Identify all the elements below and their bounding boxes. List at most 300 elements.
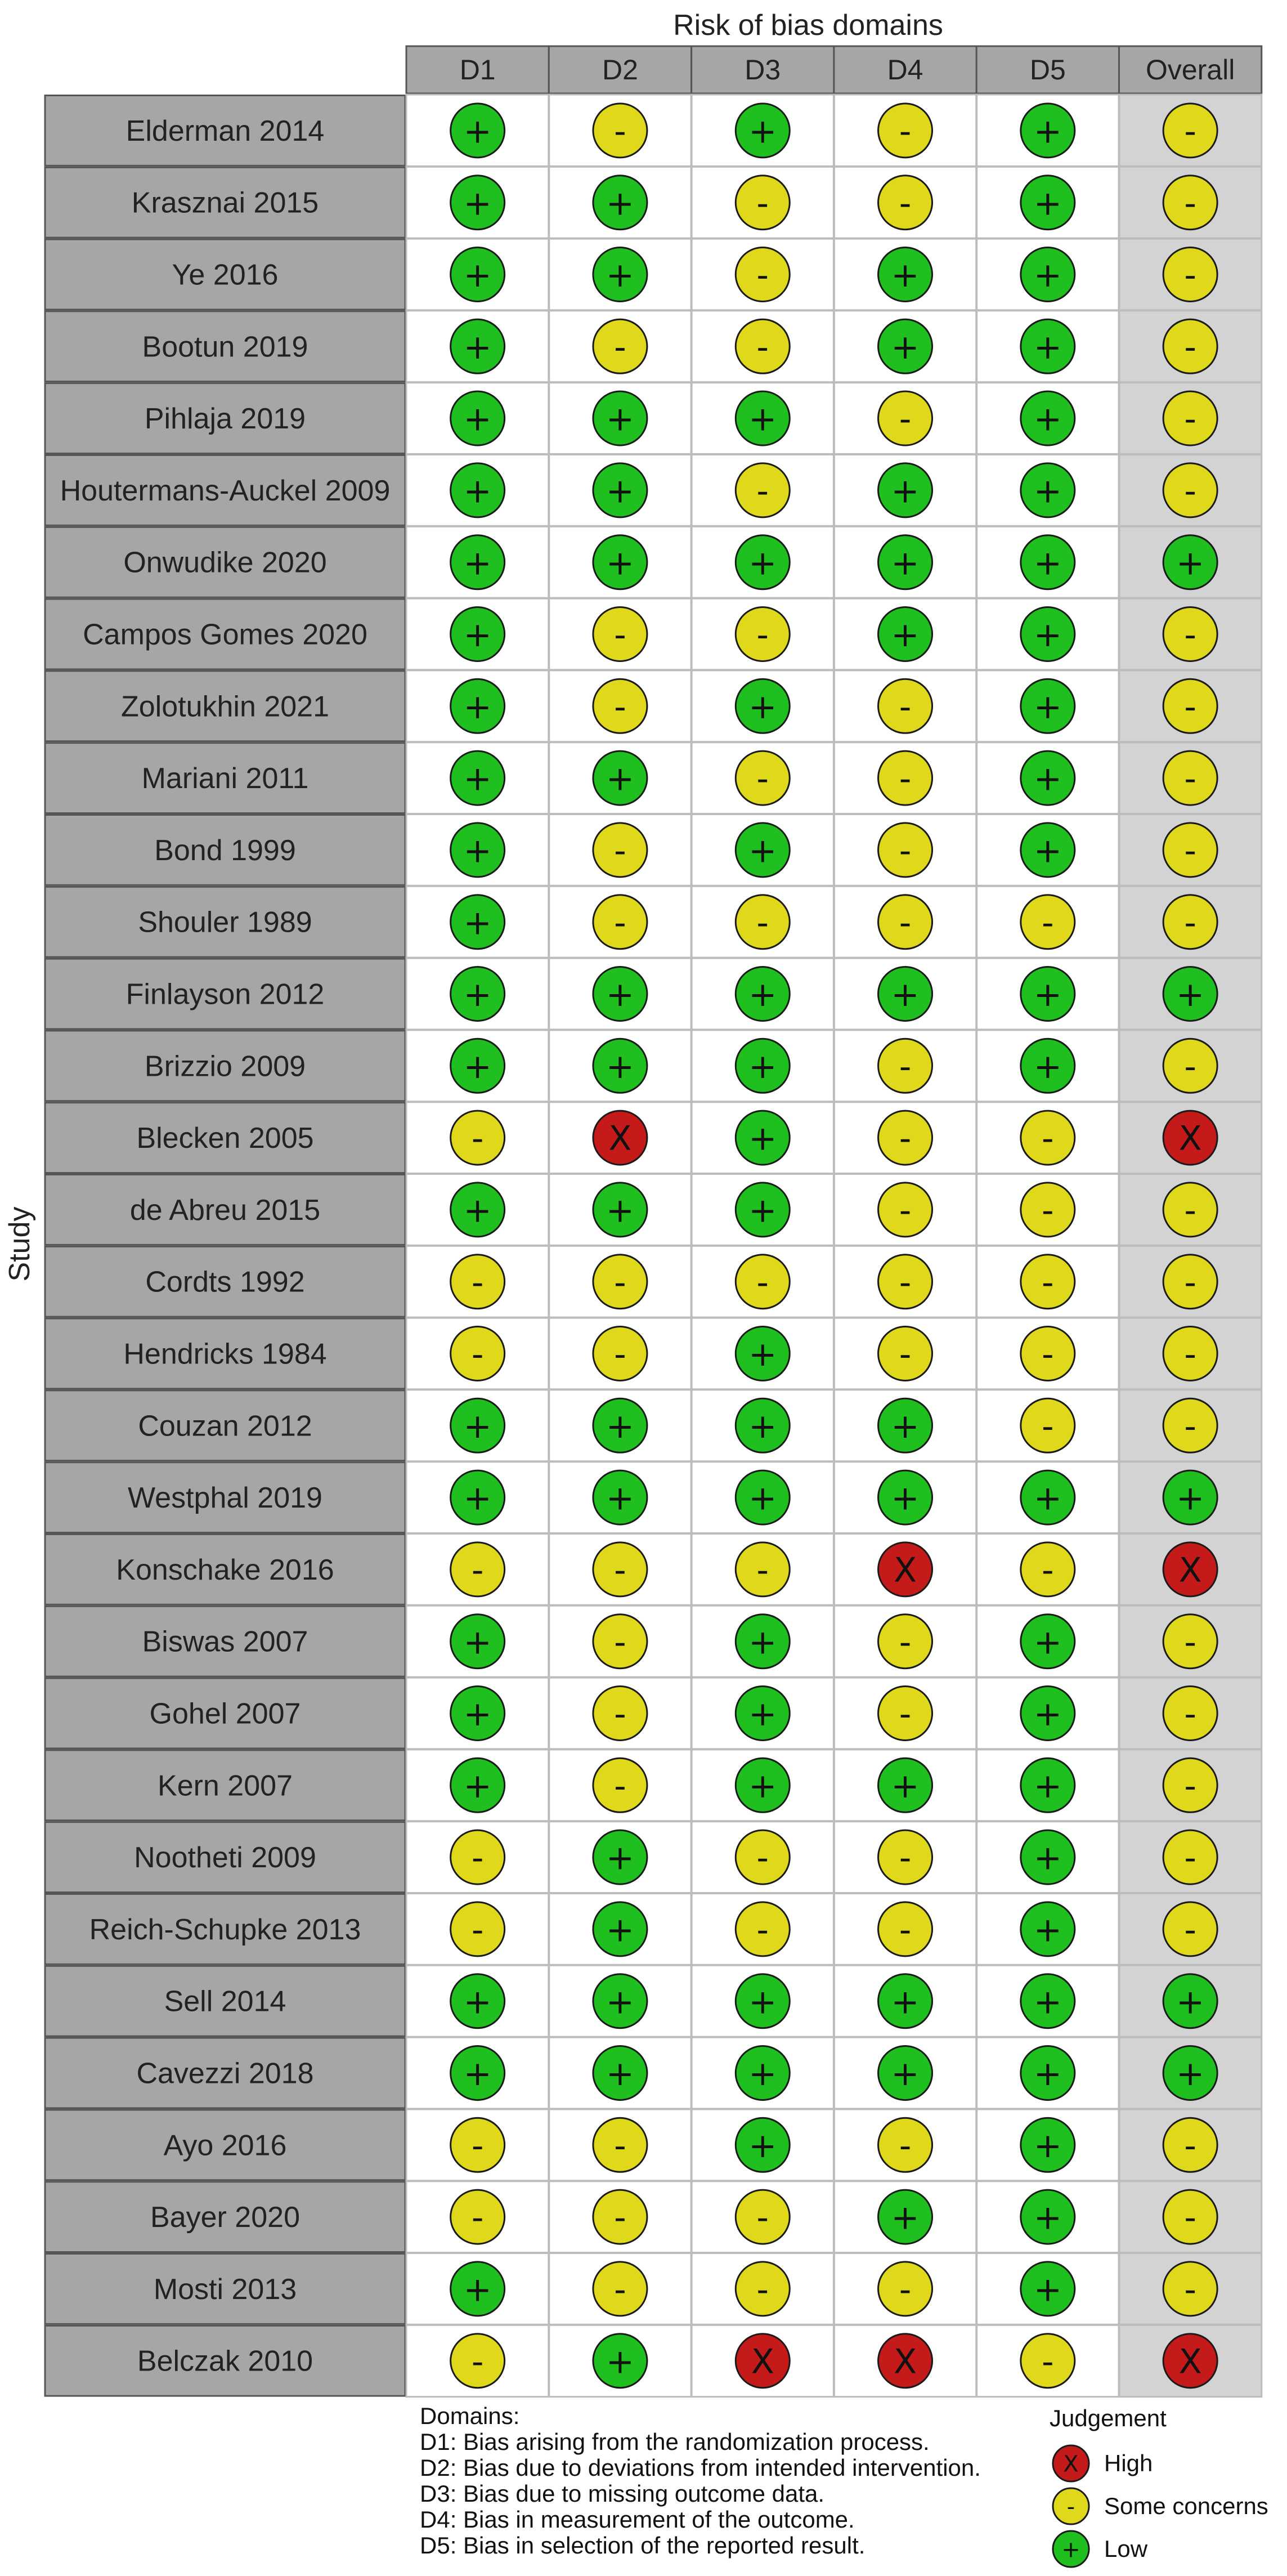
judgement-symbol: + xyxy=(748,543,777,583)
judgement-symbol: + xyxy=(606,759,635,799)
judgement-some-concerns xyxy=(451,2334,505,2388)
study-label: Kern 2007 xyxy=(158,1769,293,1803)
judgement-symbol: - xyxy=(756,903,769,943)
judgement-symbol: - xyxy=(756,471,769,511)
legend-title: Judgement xyxy=(1050,2405,1167,2431)
judgement-some-concerns xyxy=(1163,1830,1217,1884)
judgement-symbol: + xyxy=(463,975,492,1015)
judgement-symbol: + xyxy=(463,1622,492,1662)
judgement-some-concerns xyxy=(736,1542,790,1596)
study-label: Campos Gomes 2020 xyxy=(83,618,367,651)
judgement-low xyxy=(451,104,505,158)
study-label: Krasznai 2015 xyxy=(131,186,319,220)
judgement-some-concerns xyxy=(1163,248,1217,302)
judgement-symbol: - xyxy=(1184,1622,1196,1662)
study-label: Cordts 1992 xyxy=(145,1265,305,1299)
judgement-grid xyxy=(406,95,1262,2397)
judgement-low xyxy=(593,1974,647,2028)
study-label: Mariani 2011 xyxy=(141,762,309,795)
judgement-symbol: + xyxy=(463,615,492,655)
judgement-some-concerns xyxy=(1163,679,1217,733)
column-header-d3: D3 xyxy=(745,54,781,86)
judgement-some-concerns xyxy=(451,1255,505,1309)
judgement-low xyxy=(736,823,790,877)
judgement-low xyxy=(1021,104,1075,158)
judgement-some-concerns xyxy=(736,607,790,661)
judgement-low xyxy=(593,2046,647,2100)
judgement-symbol: - xyxy=(899,1191,912,1231)
column-header-d4: D4 xyxy=(887,54,923,86)
judgement-symbol: + xyxy=(891,256,920,296)
judgement-low xyxy=(1021,1039,1075,1093)
judgement-low xyxy=(593,391,647,445)
judgement-some-concerns xyxy=(878,1687,932,1741)
judgement-symbol: - xyxy=(1184,615,1196,655)
judgement-some-concerns xyxy=(593,2118,647,2172)
judgement-low xyxy=(593,1398,647,1452)
judgement-low xyxy=(451,1687,505,1741)
judgement-some-concerns xyxy=(878,751,932,805)
judgement-low xyxy=(451,1039,505,1093)
judgement-symbol: - xyxy=(1184,1838,1196,1878)
judgement-some-concerns xyxy=(736,463,790,517)
judgement-symbol: - xyxy=(614,1694,626,1734)
judgement-symbol: X xyxy=(1063,2451,1079,2477)
judgement-symbol: + xyxy=(748,1982,777,2022)
judgement-low xyxy=(736,1470,790,1524)
judgement-symbol: - xyxy=(471,1838,484,1878)
judgement-symbol: - xyxy=(471,2198,484,2238)
judgement-low xyxy=(451,967,505,1021)
judgement-symbol: - xyxy=(1184,903,1196,943)
judgement-symbol: + xyxy=(1033,1694,1062,1734)
judgement-some-concerns xyxy=(1021,895,1075,949)
judgement-symbol: + xyxy=(463,111,492,151)
judgement-low xyxy=(878,1470,932,1524)
judgement-low xyxy=(736,1758,790,1812)
study-label: Finlayson 2012 xyxy=(125,978,325,1011)
judgement-low xyxy=(451,895,505,949)
judgement-symbol: - xyxy=(1042,1550,1054,1590)
judgement-symbol: - xyxy=(899,399,912,439)
judgement-low xyxy=(1021,679,1075,733)
judgement-low xyxy=(451,391,505,445)
judgement-some-concerns xyxy=(736,2262,790,2316)
judgement-symbol: + xyxy=(463,1046,492,1086)
judgement-symbol: + xyxy=(1033,2270,1062,2310)
judgement-symbol: - xyxy=(1184,471,1196,511)
judgement-symbol: - xyxy=(1184,1406,1196,1446)
judgement-low xyxy=(1021,1902,1075,1956)
judgement-symbol: + xyxy=(606,1910,635,1950)
judgement-symbol: - xyxy=(1184,1263,1196,1303)
judgement-some-concerns xyxy=(451,1542,505,1596)
legend-symbol-high xyxy=(1053,2445,1089,2481)
judgement-symbol: + xyxy=(1033,327,1062,367)
judgement-symbol: + xyxy=(891,543,920,583)
judgement-symbol: + xyxy=(463,256,492,296)
judgement-some-concerns xyxy=(1021,1111,1075,1165)
judgement-some-concerns xyxy=(878,1255,932,1309)
domains-list xyxy=(420,2429,981,2559)
judgement-symbol: - xyxy=(614,615,626,655)
judgement-some-concerns xyxy=(1163,607,1217,661)
judgement-symbol: - xyxy=(899,1263,912,1303)
judgement-low xyxy=(736,1687,790,1741)
judgement-symbol: X xyxy=(1178,2342,1202,2382)
judgement-symbol: + xyxy=(891,2054,920,2094)
judgement-low xyxy=(878,535,932,589)
judgement-symbol: - xyxy=(614,1550,626,1590)
study-label: de Abreu 2015 xyxy=(129,1193,321,1227)
judgement-some-concerns xyxy=(1163,1183,1217,1237)
judgement-low xyxy=(878,463,932,517)
judgement-symbol: + xyxy=(891,1766,920,1806)
judgement-some-concerns xyxy=(878,104,932,158)
study-label: Belczak 2010 xyxy=(137,2345,313,2378)
judgement-low xyxy=(878,319,932,373)
judgement-symbol: - xyxy=(1042,1119,1054,1159)
judgement-symbol: - xyxy=(471,1910,484,1950)
judgement-low xyxy=(878,1758,932,1812)
judgement-low xyxy=(451,176,505,230)
judgement-some-concerns xyxy=(1163,2262,1217,2316)
judgement-symbol: + xyxy=(463,543,492,583)
judgement-low xyxy=(1021,751,1075,805)
judgement-low xyxy=(1021,463,1075,517)
study-label: Hendricks 1984 xyxy=(123,1338,327,1371)
judgement-symbol: X xyxy=(893,1550,917,1590)
judgement-symbol: + xyxy=(463,759,492,799)
judgement-symbol: - xyxy=(1042,2342,1054,2382)
judgement-symbol: - xyxy=(756,184,769,223)
study-label: Brizzio 2009 xyxy=(144,1050,306,1083)
judgement-symbol: + xyxy=(1033,543,1062,583)
judgement-low xyxy=(736,1039,790,1093)
judgement-some-concerns xyxy=(1021,1542,1075,1596)
domain-description: D4: Bias in measurement of the outcome. xyxy=(420,2506,855,2533)
judgement-some-concerns xyxy=(1021,1327,1075,1381)
judgement-symbol: - xyxy=(614,2198,626,2238)
judgement-symbol: + xyxy=(1033,1838,1062,1878)
judgement-symbol: + xyxy=(748,111,777,151)
judgement-symbol: X xyxy=(608,1119,632,1159)
domains-title: Domains: xyxy=(420,2403,520,2429)
judgement-symbol: - xyxy=(1066,2494,1075,2520)
judgement-symbol: + xyxy=(1033,399,1062,439)
judgement-low xyxy=(1021,391,1075,445)
chart-title: Risk of bias domains xyxy=(673,9,943,42)
judgement-symbol: + xyxy=(748,1694,777,1734)
judgement-some-concerns xyxy=(736,1255,790,1309)
judgement-some-concerns xyxy=(1163,1398,1217,1452)
judgement-symbol: + xyxy=(891,327,920,367)
judgement-symbol: + xyxy=(891,471,920,511)
column-header-overall: Overall xyxy=(1145,54,1235,86)
judgement-low xyxy=(451,1615,505,1669)
y-axis-label: Study xyxy=(3,1206,36,1282)
judgement-some-concerns xyxy=(1163,1758,1217,1812)
judgement-symbol: - xyxy=(756,327,769,367)
judgement-some-concerns xyxy=(593,1327,647,1381)
judgement-some-concerns xyxy=(1163,463,1217,517)
judgement-some-concerns xyxy=(451,2118,505,2172)
judgement-symbol: + xyxy=(891,615,920,655)
judgement-some-concerns xyxy=(1021,1183,1075,1237)
judgement-symbol: + xyxy=(748,399,777,439)
judgement-symbol: + xyxy=(463,399,492,439)
judgement-low xyxy=(878,1398,932,1452)
judgement-symbol: + xyxy=(606,399,635,439)
judgement-symbol: + xyxy=(463,471,492,511)
judgement-low xyxy=(593,1183,647,1237)
study-label: Westphal 2019 xyxy=(128,1482,322,1515)
judgement-some-concerns xyxy=(1021,1255,1075,1309)
legend-items xyxy=(1053,2445,1268,2567)
judgement-some-concerns xyxy=(451,2190,505,2244)
judgement-symbol: - xyxy=(899,831,912,871)
judgement-low xyxy=(736,2118,790,2172)
judgement-symbol: - xyxy=(471,1263,484,1303)
judgement-low xyxy=(593,1902,647,1956)
judgement-symbol: - xyxy=(614,1766,626,1806)
judgement-symbol: + xyxy=(606,2342,635,2382)
judgement-some-concerns xyxy=(1163,1902,1217,1956)
judgement-low xyxy=(736,391,790,445)
judgement-symbol: + xyxy=(606,184,635,223)
judgement-symbol: + xyxy=(891,975,920,1015)
judgement-low xyxy=(1021,2118,1075,2172)
judgement-low xyxy=(1021,1470,1075,1524)
judgement-low xyxy=(736,1183,790,1237)
judgement-symbol: + xyxy=(1033,831,1062,871)
judgement-symbol: + xyxy=(463,1982,492,2022)
judgement-symbol: - xyxy=(1184,759,1196,799)
judgement-low xyxy=(736,2046,790,2100)
judgement-symbol: + xyxy=(606,471,635,511)
judgement-some-concerns xyxy=(1163,1615,1217,1669)
study-label: Pihlaja 2019 xyxy=(144,402,306,436)
judgement-symbol: - xyxy=(1184,1766,1196,1806)
judgement-symbol: - xyxy=(756,1263,769,1303)
judgement-symbol: - xyxy=(756,1838,769,1878)
judgement-symbol: + xyxy=(463,1406,492,1446)
judgement-symbol: + xyxy=(1033,1910,1062,1950)
judgement-low xyxy=(451,607,505,661)
judgement-some-concerns xyxy=(593,2262,647,2316)
judgement-low xyxy=(451,679,505,733)
judgement-symbol: - xyxy=(756,615,769,655)
judgement-low xyxy=(451,2046,505,2100)
judgement-some-concerns xyxy=(593,1615,647,1669)
judgement-symbol: + xyxy=(1033,1046,1062,1086)
judgement-symbol: X xyxy=(1178,1550,1202,1590)
judgement-symbol: X xyxy=(893,2342,917,2382)
judgement-symbol: + xyxy=(1033,2126,1062,2166)
judgement-some-concerns xyxy=(593,895,647,949)
judgement-symbol: - xyxy=(899,1910,912,1950)
judgement-symbol: + xyxy=(891,2198,920,2238)
judgement-low xyxy=(593,463,647,517)
study-label: Bootun 2019 xyxy=(142,330,308,364)
judgement-some-concerns xyxy=(1163,1255,1217,1309)
study-label: Bond 1999 xyxy=(154,834,296,867)
judgement-some-concerns xyxy=(736,248,790,302)
judgement-low xyxy=(1021,2262,1075,2316)
judgement-low xyxy=(1021,607,1075,661)
study-label: Bayer 2020 xyxy=(150,2201,300,2234)
judgement-symbol: - xyxy=(614,1622,626,1662)
judgement-low xyxy=(451,1398,505,1452)
column-header-d5: D5 xyxy=(1029,54,1066,86)
judgement-some-concerns xyxy=(878,1111,932,1165)
judgement-low xyxy=(451,1183,505,1237)
judgement-low xyxy=(1163,1974,1217,2028)
column-header-d1: D1 xyxy=(459,54,496,86)
judgement-symbol: - xyxy=(1042,1406,1054,1446)
judgement-some-concerns xyxy=(451,1327,505,1381)
judgement-some-concerns xyxy=(878,1902,932,1956)
judgement-low xyxy=(878,248,932,302)
study-label: Ye 2016 xyxy=(172,258,279,292)
judgement-high xyxy=(1163,2334,1217,2388)
judgement-low xyxy=(593,751,647,805)
judgement-symbol: + xyxy=(463,831,492,871)
judgement-low xyxy=(593,1830,647,1884)
judgement-symbol: + xyxy=(748,1478,777,1518)
legend-symbol-some-concerns xyxy=(1053,2488,1089,2524)
judgement-symbol: + xyxy=(463,1191,492,1231)
judgement-symbol: + xyxy=(1033,975,1062,1015)
judgement-symbol: + xyxy=(748,1046,777,1086)
judgement-symbol: - xyxy=(899,1622,912,1662)
judgement-symbol: + xyxy=(606,256,635,296)
judgement-symbol: - xyxy=(1184,687,1196,727)
judgement-symbol: - xyxy=(1184,831,1196,871)
study-label: Reich-Schupke 2013 xyxy=(89,1913,361,1946)
judgement-some-concerns xyxy=(878,2262,932,2316)
judgement-symbol: - xyxy=(899,1335,912,1375)
judgement-symbol: + xyxy=(891,1982,920,2022)
judgement-symbol: + xyxy=(463,1694,492,1734)
judgement-some-concerns xyxy=(593,1255,647,1309)
judgement-symbol: + xyxy=(463,2054,492,2094)
judgement-symbol: - xyxy=(756,2198,769,2238)
judgement-symbol: + xyxy=(606,1982,635,2022)
judgement-symbol: + xyxy=(1033,471,1062,511)
study-label: Biswas 2007 xyxy=(142,1625,308,1658)
judgement-low xyxy=(1163,967,1217,1021)
judgement-symbol: + xyxy=(1033,2198,1062,2238)
judgement-symbol: - xyxy=(471,1119,484,1159)
study-label: Couzan 2012 xyxy=(138,1410,312,1443)
judgement-symbol: - xyxy=(899,1119,912,1159)
judgement-symbol: X xyxy=(751,2342,774,2382)
judgement-low xyxy=(878,2046,932,2100)
judgement-low xyxy=(736,1398,790,1452)
judgement-symbol: + xyxy=(606,543,635,583)
judgement-symbol: + xyxy=(463,184,492,223)
study-label: Nootheti 2009 xyxy=(134,1841,316,1875)
judgement-low xyxy=(451,1758,505,1812)
judgement-symbol: - xyxy=(899,2270,912,2310)
judgement-low xyxy=(1163,1470,1217,1524)
judgement-some-concerns xyxy=(1163,104,1217,158)
judgement-symbol: + xyxy=(1033,615,1062,655)
judgement-symbol: - xyxy=(899,1838,912,1878)
judgement-low xyxy=(593,535,647,589)
judgement-symbol: + xyxy=(748,2126,777,2166)
judgement-symbol: + xyxy=(891,1478,920,1518)
judgement-symbol: - xyxy=(1184,2126,1196,2166)
judgement-low xyxy=(1021,967,1075,1021)
study-label: Elderman 2014 xyxy=(125,114,325,147)
judgement-some-concerns xyxy=(1163,2118,1217,2172)
judgement-high xyxy=(1163,1542,1217,1596)
judgement-symbol: + xyxy=(1176,1982,1205,2022)
judgement-low xyxy=(451,751,505,805)
judgement-symbol: + xyxy=(1033,1622,1062,1662)
judgement-symbol: - xyxy=(1184,1910,1196,1950)
judgement-some-concerns xyxy=(878,176,932,230)
judgement-high xyxy=(878,1542,932,1596)
judgement-some-concerns xyxy=(1163,391,1217,445)
judgement-some-concerns xyxy=(878,2118,932,2172)
judgement-symbol: - xyxy=(1184,2270,1196,2310)
judgement-symbol: - xyxy=(899,184,912,223)
judgement-low xyxy=(451,248,505,302)
judgement-symbol: - xyxy=(614,111,626,151)
judgement-some-concerns xyxy=(878,895,932,949)
study-label: Cavezzi 2018 xyxy=(136,2057,314,2090)
judgement-low xyxy=(1021,1974,1075,2028)
judgement-symbol: + xyxy=(1176,2054,1205,2094)
judgement-some-concerns xyxy=(1163,895,1217,949)
judgement-symbol: - xyxy=(1184,1046,1196,1086)
judgement-symbol: + xyxy=(1033,1478,1062,1518)
judgement-low xyxy=(1163,2046,1217,2100)
legend-symbol-low xyxy=(1053,2531,1089,2567)
judgement-symbol: - xyxy=(756,2270,769,2310)
judgement-some-concerns xyxy=(593,319,647,373)
judgement-symbol: + xyxy=(1176,975,1205,1015)
judgement-symbol: - xyxy=(1184,1191,1196,1231)
judgement-low xyxy=(736,1111,790,1165)
judgement-symbol: + xyxy=(1033,184,1062,223)
judgement-low xyxy=(593,2334,647,2388)
judgement-low xyxy=(1021,248,1075,302)
judgement-low xyxy=(736,1615,790,1669)
judgement-symbol: + xyxy=(606,1046,635,1086)
judgement-some-concerns xyxy=(1021,2334,1075,2388)
domain-description: D1: Bias arising from the randomization process. xyxy=(420,2429,930,2455)
judgement-symbol: - xyxy=(1184,1335,1196,1375)
judgement-symbol: + xyxy=(606,1838,635,1878)
judgement-low xyxy=(451,463,505,517)
judgement-low xyxy=(736,535,790,589)
judgement-some-concerns xyxy=(878,391,932,445)
judgement-some-concerns xyxy=(593,823,647,877)
judgement-some-concerns xyxy=(593,607,647,661)
judgement-some-concerns xyxy=(593,104,647,158)
judgement-symbol: - xyxy=(614,831,626,871)
judgement-symbol: + xyxy=(1176,1478,1205,1518)
judgement-low xyxy=(878,967,932,1021)
judgement-symbol: - xyxy=(1184,399,1196,439)
judgement-symbol: + xyxy=(463,327,492,367)
judgement-some-concerns xyxy=(878,1183,932,1237)
judgement-symbol: + xyxy=(606,2054,635,2094)
